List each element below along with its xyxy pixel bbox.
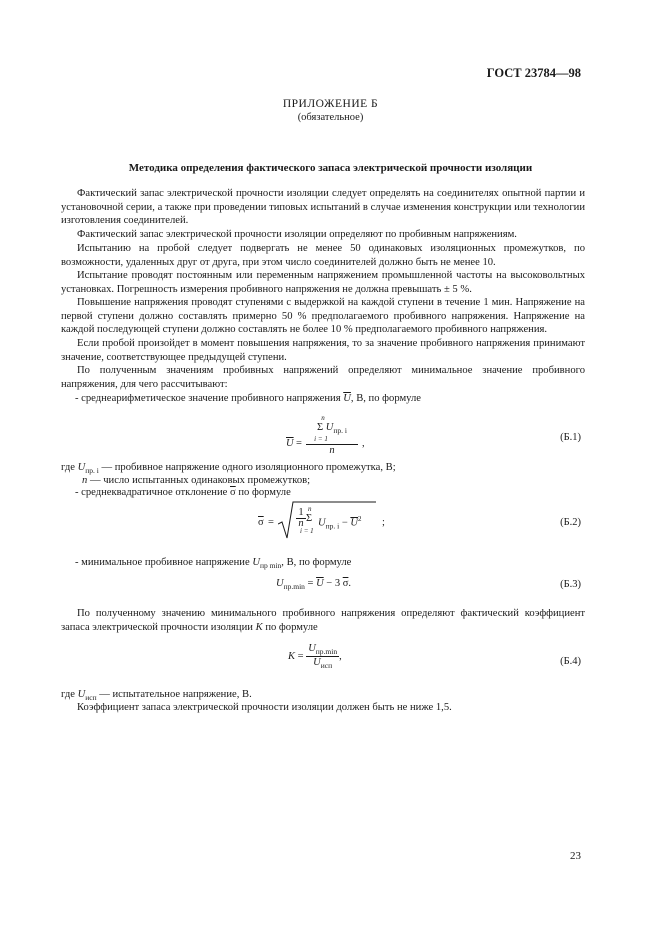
paragraph: Испытанию на пробой следует подвергать не менее 50 одинаковых изоляционных промежутков, по возможности, удаленных друг от друга, при этом число соединителей должно быть не менее 10. [61, 243, 585, 268]
where-clause-isp: где $U_{исп}$ — испытательное напряжение, В. [61, 689, 252, 703]
page-number: 23 [570, 850, 581, 862]
paragraph-k: По полученному значению минимального пробивного напряжения определяют фактический коэффициент запаса электрической прочности изоляции K по формуле [61, 608, 585, 633]
where-clause-n: n — число испытанных одинаковых промежутков; [82, 475, 311, 486]
paragraph: Испытание проводят постоянным или переменным напряжением промышленной частоты на высоковольтных установках. Погрешность измерения пробивного напряжения не должна превышать ± 5 %. [61, 270, 585, 295]
appendix-subtitle: (обязательное) [297, 112, 364, 123]
equation-number: (Б.1) [560, 432, 581, 443]
equation-b2: $\overline{\sigma}$ = 1 n n Σ i = 1 $U_{пр. i} - \overline{U}^2$ ; [258, 500, 388, 546]
equation-number: (Б.3) [560, 579, 581, 590]
bullet-sigma: - среднеквадратичное отклонение $\overline{\sigma}$ по формуле [75, 487, 291, 498]
paragraph: Повышение напряжения проводят ступенями с выдержкой на каждой ступени в течение 1 мин. Напряжение на первой ступени должно составлять примерно 50 % предполагаемого пробивного напряжения. Напряжение на каждой последующей ступени должно составлять не более 10 % предполагаемого пробивного напряжения. [61, 297, 585, 336]
bullet-min: - минимальное пробивное напряжение $U_{пр min}$, В, по формуле [75, 557, 352, 571]
paragraph: Коэффициент запаса электрической прочности изоляции должен быть не ниже 1,5. [77, 702, 452, 713]
paragraph: По полученным значениям пробивных напряжений определяют минимальное значение пробивного напряжения, для чего рассчитывают: [61, 365, 585, 390]
equation-number: (Б.2) [560, 517, 581, 528]
document-header: ГОСТ 23784—98 [486, 66, 581, 80]
paragraph: Фактический запас электрической прочности изоляции следует определять на соединителях опытной партии и установочной серии, а также при проведении типовых испытаний в случае изменения конструкции или технологии изготовления соединителей. [61, 188, 585, 227]
where-clause: где $U_{пр. i}$ — пробивное напряжение одного изоляционного промежутка, В; [61, 462, 396, 476]
equation-b3: $U_{пр.min} = \overline{U} - 3$ $\overline{\sigma}$. [276, 578, 352, 592]
appendix-title: ПРИЛОЖЕНИЕ Б [282, 98, 379, 110]
paragraph: Если пробой произойдет в момент повышения напряжения, то за значение пробивного напряжения принимают значение, соответствующее предыдущей ступени. [61, 338, 585, 363]
bullet-mean: - среднеарифметическое значение пробивного напряжения $\overline{U}$, В, по формуле [75, 393, 421, 404]
equation-b4: K = $\frac{U_{пр.min}}{U_{исп}}$ , [288, 643, 342, 671]
equation-number: (Б.4) [560, 656, 581, 667]
section-title: Методика определения фактического запаса электрической прочности изоляции [128, 162, 533, 174]
paragraph: Фактический запас электрической прочности изоляции определяют по пробивным напряжениям. [77, 229, 517, 240]
